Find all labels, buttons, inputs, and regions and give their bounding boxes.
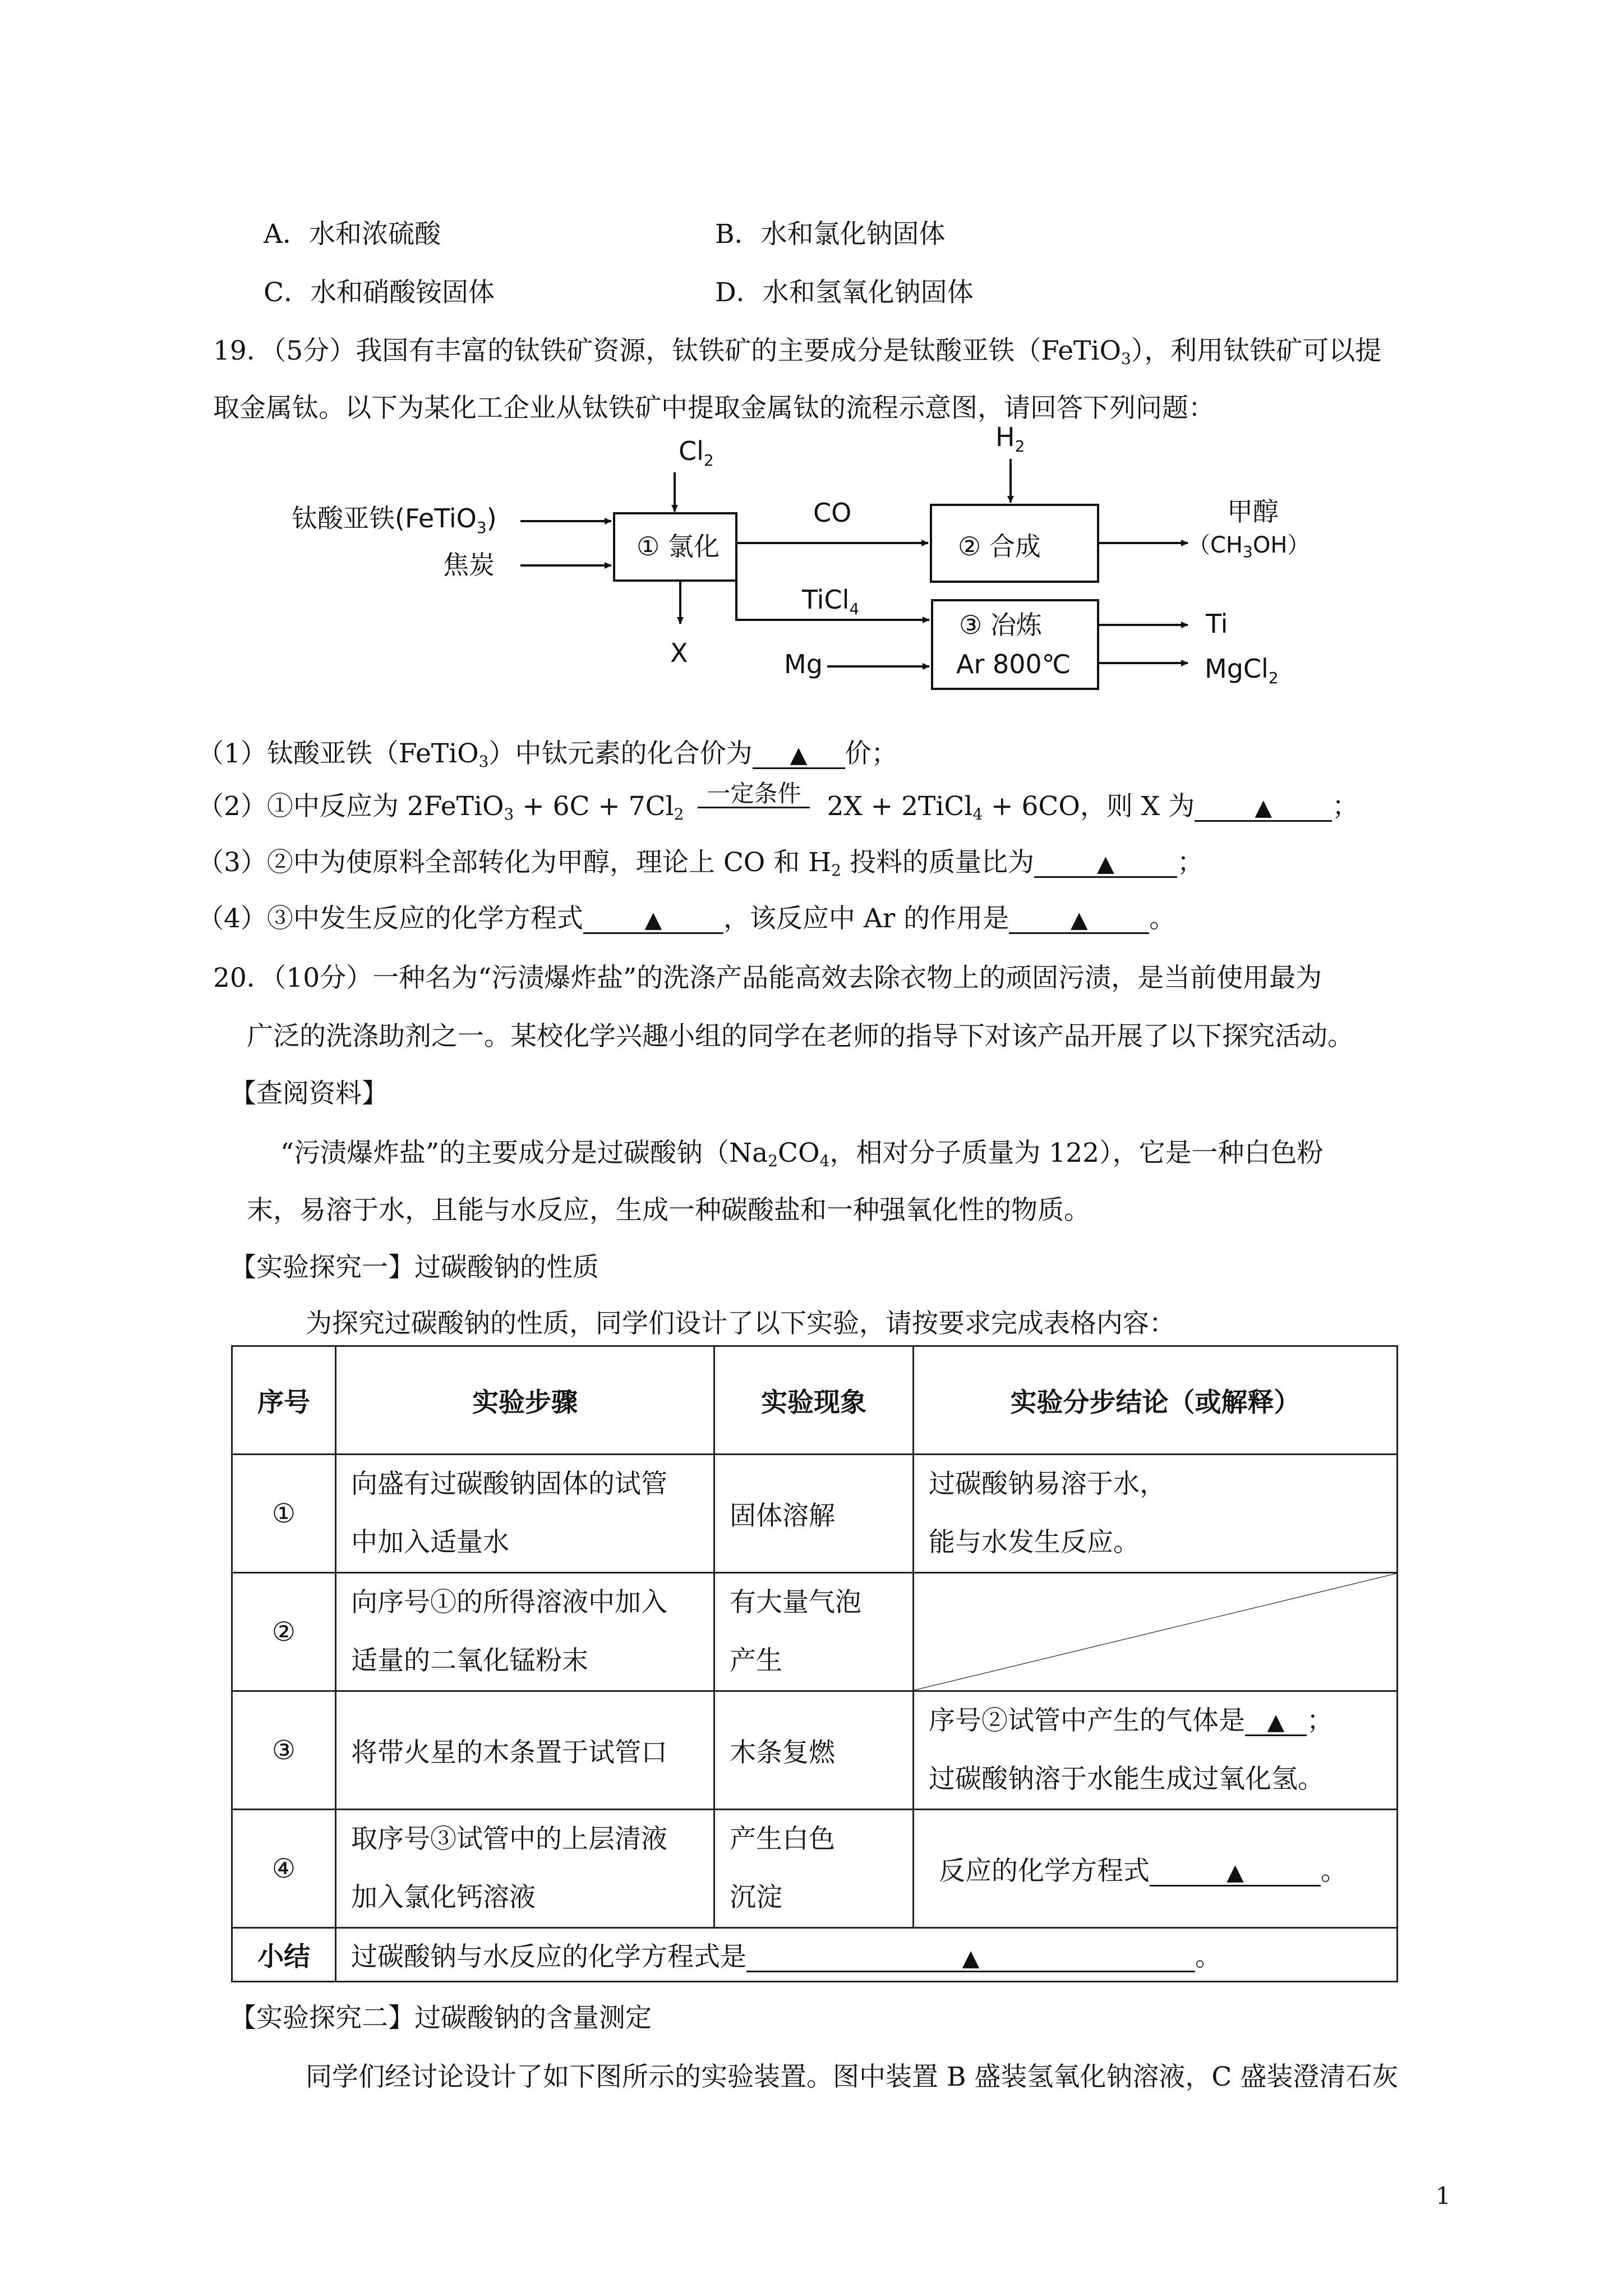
label-methanol: 甲醇	[1227, 496, 1279, 527]
para1-sub2: 4	[819, 1152, 830, 1170]
conclusion-line: 能与水发生反应。	[929, 1527, 1140, 1558]
step-cell	[336, 1455, 714, 1573]
summary-label: 小结	[232, 1928, 336, 1982]
sub3-sub: 2	[831, 861, 842, 880]
conclusion-line	[929, 1692, 1382, 1750]
box-chlorination	[614, 513, 736, 581]
answer-blank[interactable]	[583, 905, 723, 934]
sub3-mid: 投料的质量比为	[841, 847, 1034, 878]
box-smelting	[932, 600, 1098, 689]
sub3-end: ；	[1177, 847, 1204, 878]
sub1-end: 价；	[845, 738, 898, 769]
row-number: ④	[232, 1810, 336, 1928]
table-row	[232, 1455, 1398, 1573]
sub2-end: ；	[1332, 791, 1359, 822]
q20-para2: 末，易溶于水，且能与水反应，生成一种碳酸盐和一种强氧化性的物质。	[247, 1195, 1090, 1226]
label-co: CO	[813, 498, 852, 528]
triangle-icon: ▲	[1267, 1709, 1285, 1735]
sub2-sub-c: 2	[674, 805, 684, 823]
experiment-table	[231, 1345, 1398, 1982]
header-step: 实验步骤	[336, 1346, 714, 1455]
sub2-text: （2）①中反应为 2FeTiO	[197, 791, 504, 822]
para1-text: “污渍爆炸盐”的主要成分是过碳酸钠（Na	[280, 1138, 768, 1168]
para1-mid: CO	[778, 1138, 820, 1168]
option-d: D．水和氢氧化钠固体	[715, 277, 974, 308]
conclusion-line: 过碳酸钠易溶于水，	[929, 1469, 1166, 1499]
arrow-ticl4	[736, 581, 929, 620]
triangle-icon: ▲	[790, 742, 808, 768]
box-synthesis	[931, 505, 1098, 582]
section-experiment-1: 【实验探究一】过碳酸钠的性质	[230, 1252, 599, 1283]
q19-line1-end: ），利用钛铁矿可以提	[1131, 335, 1382, 366]
sub4-mid: ，该反应中 Ar 的作用是	[723, 903, 1009, 934]
q20-para1	[280, 1132, 1324, 1170]
header-no: 序号	[232, 1346, 336, 1455]
summary-cell	[336, 1928, 1398, 1982]
conclusion-cell	[914, 1810, 1398, 1928]
step-line: 加入氯化钙溶液	[351, 1882, 536, 1913]
step-cell: 将带火星的木条置于试管口	[336, 1691, 714, 1810]
observation-cell: 木条复燃	[714, 1691, 914, 1810]
observation-cell: 固体溶解	[714, 1455, 914, 1573]
q19-line1	[213, 330, 1381, 368]
step-line: 取序号③试管中的上层清液	[351, 1824, 667, 1855]
label-ti: Ti	[1206, 609, 1228, 639]
section-reference: 【查阅资料】	[230, 1078, 388, 1109]
sub2-sub-e: 4	[972, 805, 983, 823]
step-line: 向序号①的所得溶液中加入	[351, 1587, 667, 1618]
summary-row	[232, 1928, 1398, 1982]
q19-sub2	[197, 780, 1359, 823]
summary-text: 过碳酸钠与水反应的化学方程式是	[351, 1941, 746, 1972]
q19-sub1	[197, 733, 898, 771]
para1-sub1: 2	[768, 1152, 778, 1170]
triangle-icon: ▲	[962, 1945, 980, 1971]
label-mg: Mg	[784, 649, 823, 679]
step-line: 适量的二氧化锰粉末	[351, 1645, 588, 1676]
label-ilmenite: 钛酸亚铁(FeTiO$_3$)	[292, 503, 497, 537]
conclusion-end: ；	[1307, 1705, 1333, 1736]
label-mgcl2: MgCl$_2$	[1205, 654, 1279, 687]
triangle-icon: ▲	[1255, 795, 1272, 821]
answer-blank[interactable]	[746, 1943, 1195, 1972]
observation-line: 产生白色	[730, 1824, 835, 1855]
table-header-row	[232, 1346, 1398, 1455]
q20-line2: 广泛的洗涤助剂之一。某校化学兴趣小组的同学在老师的指导下对该产品开展了以下探究活动。	[247, 1021, 1354, 1052]
conclusion-text: 反应的化学方程式	[939, 1855, 1150, 1887]
header-observation: 实验现象	[714, 1346, 914, 1455]
sub1-text: （1）钛酸亚铁（FeTiO	[197, 738, 479, 769]
answer-blank[interactable]	[753, 740, 845, 769]
conclusion-cell	[914, 1455, 1398, 1573]
answer-blank[interactable]	[1009, 905, 1149, 934]
q20-line1: 20．（10分）一种名为“污渍爆炸盐”的洗涤产品能高效去除衣物上的顽固污渍，是当前使用最为	[213, 963, 1322, 993]
row-number: ①	[232, 1455, 336, 1573]
sub2-f: + 6CO，则 X 为	[983, 791, 1195, 822]
observation-cell	[714, 1573, 914, 1691]
sub2-sub-a: 3	[504, 805, 514, 823]
header-conclusion: 实验分步结论（或解释）	[914, 1346, 1398, 1455]
q19-line2: 取金属钛。以下为某化工企业从钛铁矿中提取金属钛的流程示意图，请回答下列问题：	[213, 393, 1215, 424]
q19-line1-text: 19．（5分）我国有丰富的钛铁矿资源，钛铁矿的主要成分是钛酸亚铁（FeTiO	[213, 335, 1121, 366]
step-line: 中加入适量水	[351, 1527, 509, 1558]
label-x: X	[670, 638, 688, 668]
q20-para3: 为探究过碳酸钠的性质，同学们设计了以下实验，请按要求完成表格内容：	[306, 1308, 1175, 1339]
label-box1: ① 氯化	[637, 531, 720, 562]
option-a: A．水和浓硫酸	[264, 219, 441, 250]
label-cl2: $Cl_2$	[679, 436, 714, 470]
sub4-end: 。	[1149, 903, 1176, 934]
triangle-icon: ▲	[1070, 907, 1088, 933]
answer-blank[interactable]	[1150, 1857, 1321, 1887]
step-cell	[336, 1810, 714, 1928]
table-row	[232, 1810, 1398, 1928]
option-c: C．水和硝酸铵固体	[264, 277, 495, 308]
reaction-condition: 一定条件	[698, 781, 810, 808]
table-row	[232, 1691, 1398, 1810]
conclusion-line: 过碳酸钠溶于水能生成过氧化氢。	[929, 1764, 1324, 1795]
step-line: 向盛有过碳酸钠固体的试管	[351, 1469, 667, 1499]
q19-line1-sub: 3	[1121, 349, 1131, 368]
q20-para4: 同学们经讨论设计了如下图所示的实验装置。图中装置 B 盛装氢氧化钠溶液，C 盛装澄清石灰	[306, 2062, 1399, 2092]
row-number: ②	[232, 1573, 336, 1691]
triangle-icon: ▲	[1227, 1859, 1244, 1885]
answer-blank[interactable]	[1034, 849, 1177, 878]
table-row	[232, 1573, 1398, 1691]
label-box2: ② 合成	[958, 531, 1041, 562]
step-cell	[336, 1573, 714, 1691]
sub1-mid: ）中钛元素的化合价为	[488, 738, 753, 769]
summary-end: 。	[1195, 1941, 1221, 1972]
conclusion-text: 序号②试管中产生的气体是	[929, 1705, 1245, 1736]
label-ticl4: TiCl$_4$	[802, 585, 860, 618]
para1-end: ，相对分子质量为 122），它是一种白色粉	[829, 1138, 1324, 1168]
sub1-sub: 3	[478, 752, 489, 771]
empty-diagonal-cell	[914, 1573, 1398, 1691]
conclusion-end: 。	[1321, 1855, 1347, 1887]
triangle-icon: ▲	[644, 907, 662, 933]
sub2-d: 2X + 2TiCl	[827, 791, 973, 822]
sub4-text: （4）③中发生反应的化学方程式	[197, 903, 583, 934]
answer-blank[interactable]	[1245, 1707, 1307, 1736]
page-number: 1	[1436, 2182, 1451, 2210]
conclusion-cell	[914, 1691, 1398, 1810]
observation-cell	[714, 1810, 914, 1928]
option-b: B．水和氯化钠固体	[715, 219, 946, 250]
label-methanol-formula: $(CH_3OH)$	[1188, 532, 1310, 561]
sub2-b: + 6C + 7Cl	[514, 791, 674, 822]
sub3-text: （3）②中为使原料全部转化为甲醇，理论上 CO 和 H	[197, 847, 832, 878]
q19-sub3	[197, 841, 1204, 880]
diagonal-line	[914, 1573, 1396, 1690]
q19-sub4	[197, 898, 1175, 935]
label-box3-line2: Ar 800℃	[956, 649, 1071, 679]
observation-line: 沉淀	[730, 1882, 782, 1913]
label-coke: 焦炭	[443, 550, 495, 580]
row-number: ③	[232, 1691, 336, 1810]
triangle-icon: ▲	[1097, 851, 1114, 877]
observation-line: 产生	[730, 1645, 782, 1676]
observation-line: 有大量气泡	[730, 1587, 861, 1618]
section-experiment-2: 【实验探究二】过碳酸钠的含量测定	[230, 2003, 652, 2033]
answer-blank[interactable]	[1195, 793, 1332, 822]
label-box3-line1: ③ 冶炼	[959, 610, 1042, 640]
label-h2: $H_2$	[995, 422, 1025, 455]
